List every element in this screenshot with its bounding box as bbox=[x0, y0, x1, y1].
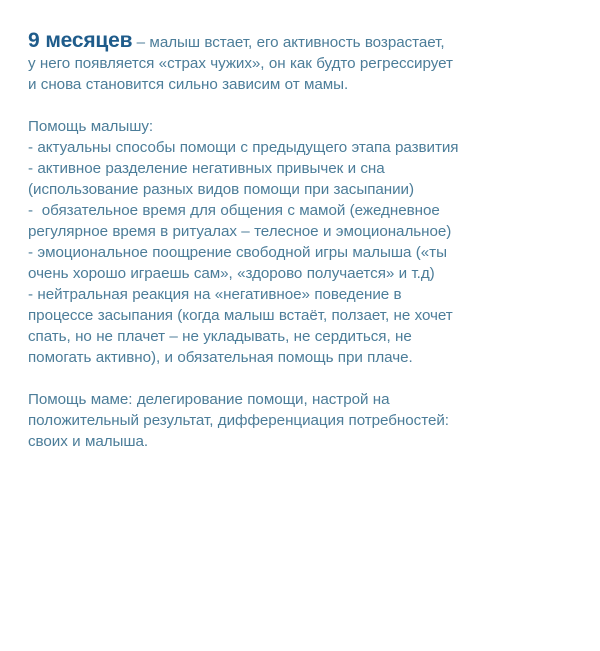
baby-help-paragraph bbox=[28, 116, 580, 368]
baby-help-line-11: помогать активно), и обязательная помощь при плаче. bbox=[28, 349, 413, 366]
baby-help-line-3: (использование разных видов помощи при засыпании) bbox=[28, 181, 415, 198]
page-title: 9 месяцев bbox=[28, 29, 133, 52]
mother-help-line-3: своих и малыша. bbox=[28, 433, 149, 450]
article-body bbox=[28, 30, 580, 452]
intro-line-2: у него появляется «страх чужих», он как будто регрессирует bbox=[28, 55, 453, 72]
baby-help-heading: Помощь малышу: bbox=[28, 118, 154, 135]
baby-help-line-10: спать, но не плачет – не укладывать, не сердиться, не bbox=[28, 328, 412, 345]
intro-line-1-text: – малыш встает, его активность возрастает, bbox=[132, 34, 445, 51]
baby-help-line-5: регулярное время в ритуалах – телесное и эмоциональное) bbox=[28, 223, 452, 240]
intro-paragraph bbox=[28, 30, 580, 95]
mother-help-line-1: Помощь маме: делегирование помощи, настрой на bbox=[28, 391, 390, 408]
baby-help-line-4: - обязательное время для общения с мамой (ежедневное bbox=[28, 202, 440, 219]
intro-line-1 bbox=[28, 30, 580, 53]
intro-line-3: и снова становится сильно зависим от мамы. bbox=[28, 76, 349, 93]
baby-help-line-2: - активное разделение негативных привычек и сна bbox=[28, 160, 385, 177]
baby-help-line-8: - нейтральная реакция на «негативное» поведение в bbox=[28, 286, 402, 303]
baby-help-line-1: - актуальны способы помощи с предыдущего этапа развития bbox=[28, 139, 459, 156]
mother-help-line-2: положительный результат, дифференциация потребностей: bbox=[28, 412, 449, 429]
mother-help-paragraph bbox=[28, 389, 580, 452]
baby-help-line-7: очень хорошо играешь сам», «здорово получается» и т.д) bbox=[28, 265, 435, 282]
baby-help-line-9: процессе засыпания (когда малыш встаёт, ползает, не хочет bbox=[28, 307, 453, 324]
baby-help-line-6: - эмоциональное поощрение свободной игры малыша («ты bbox=[28, 244, 447, 261]
